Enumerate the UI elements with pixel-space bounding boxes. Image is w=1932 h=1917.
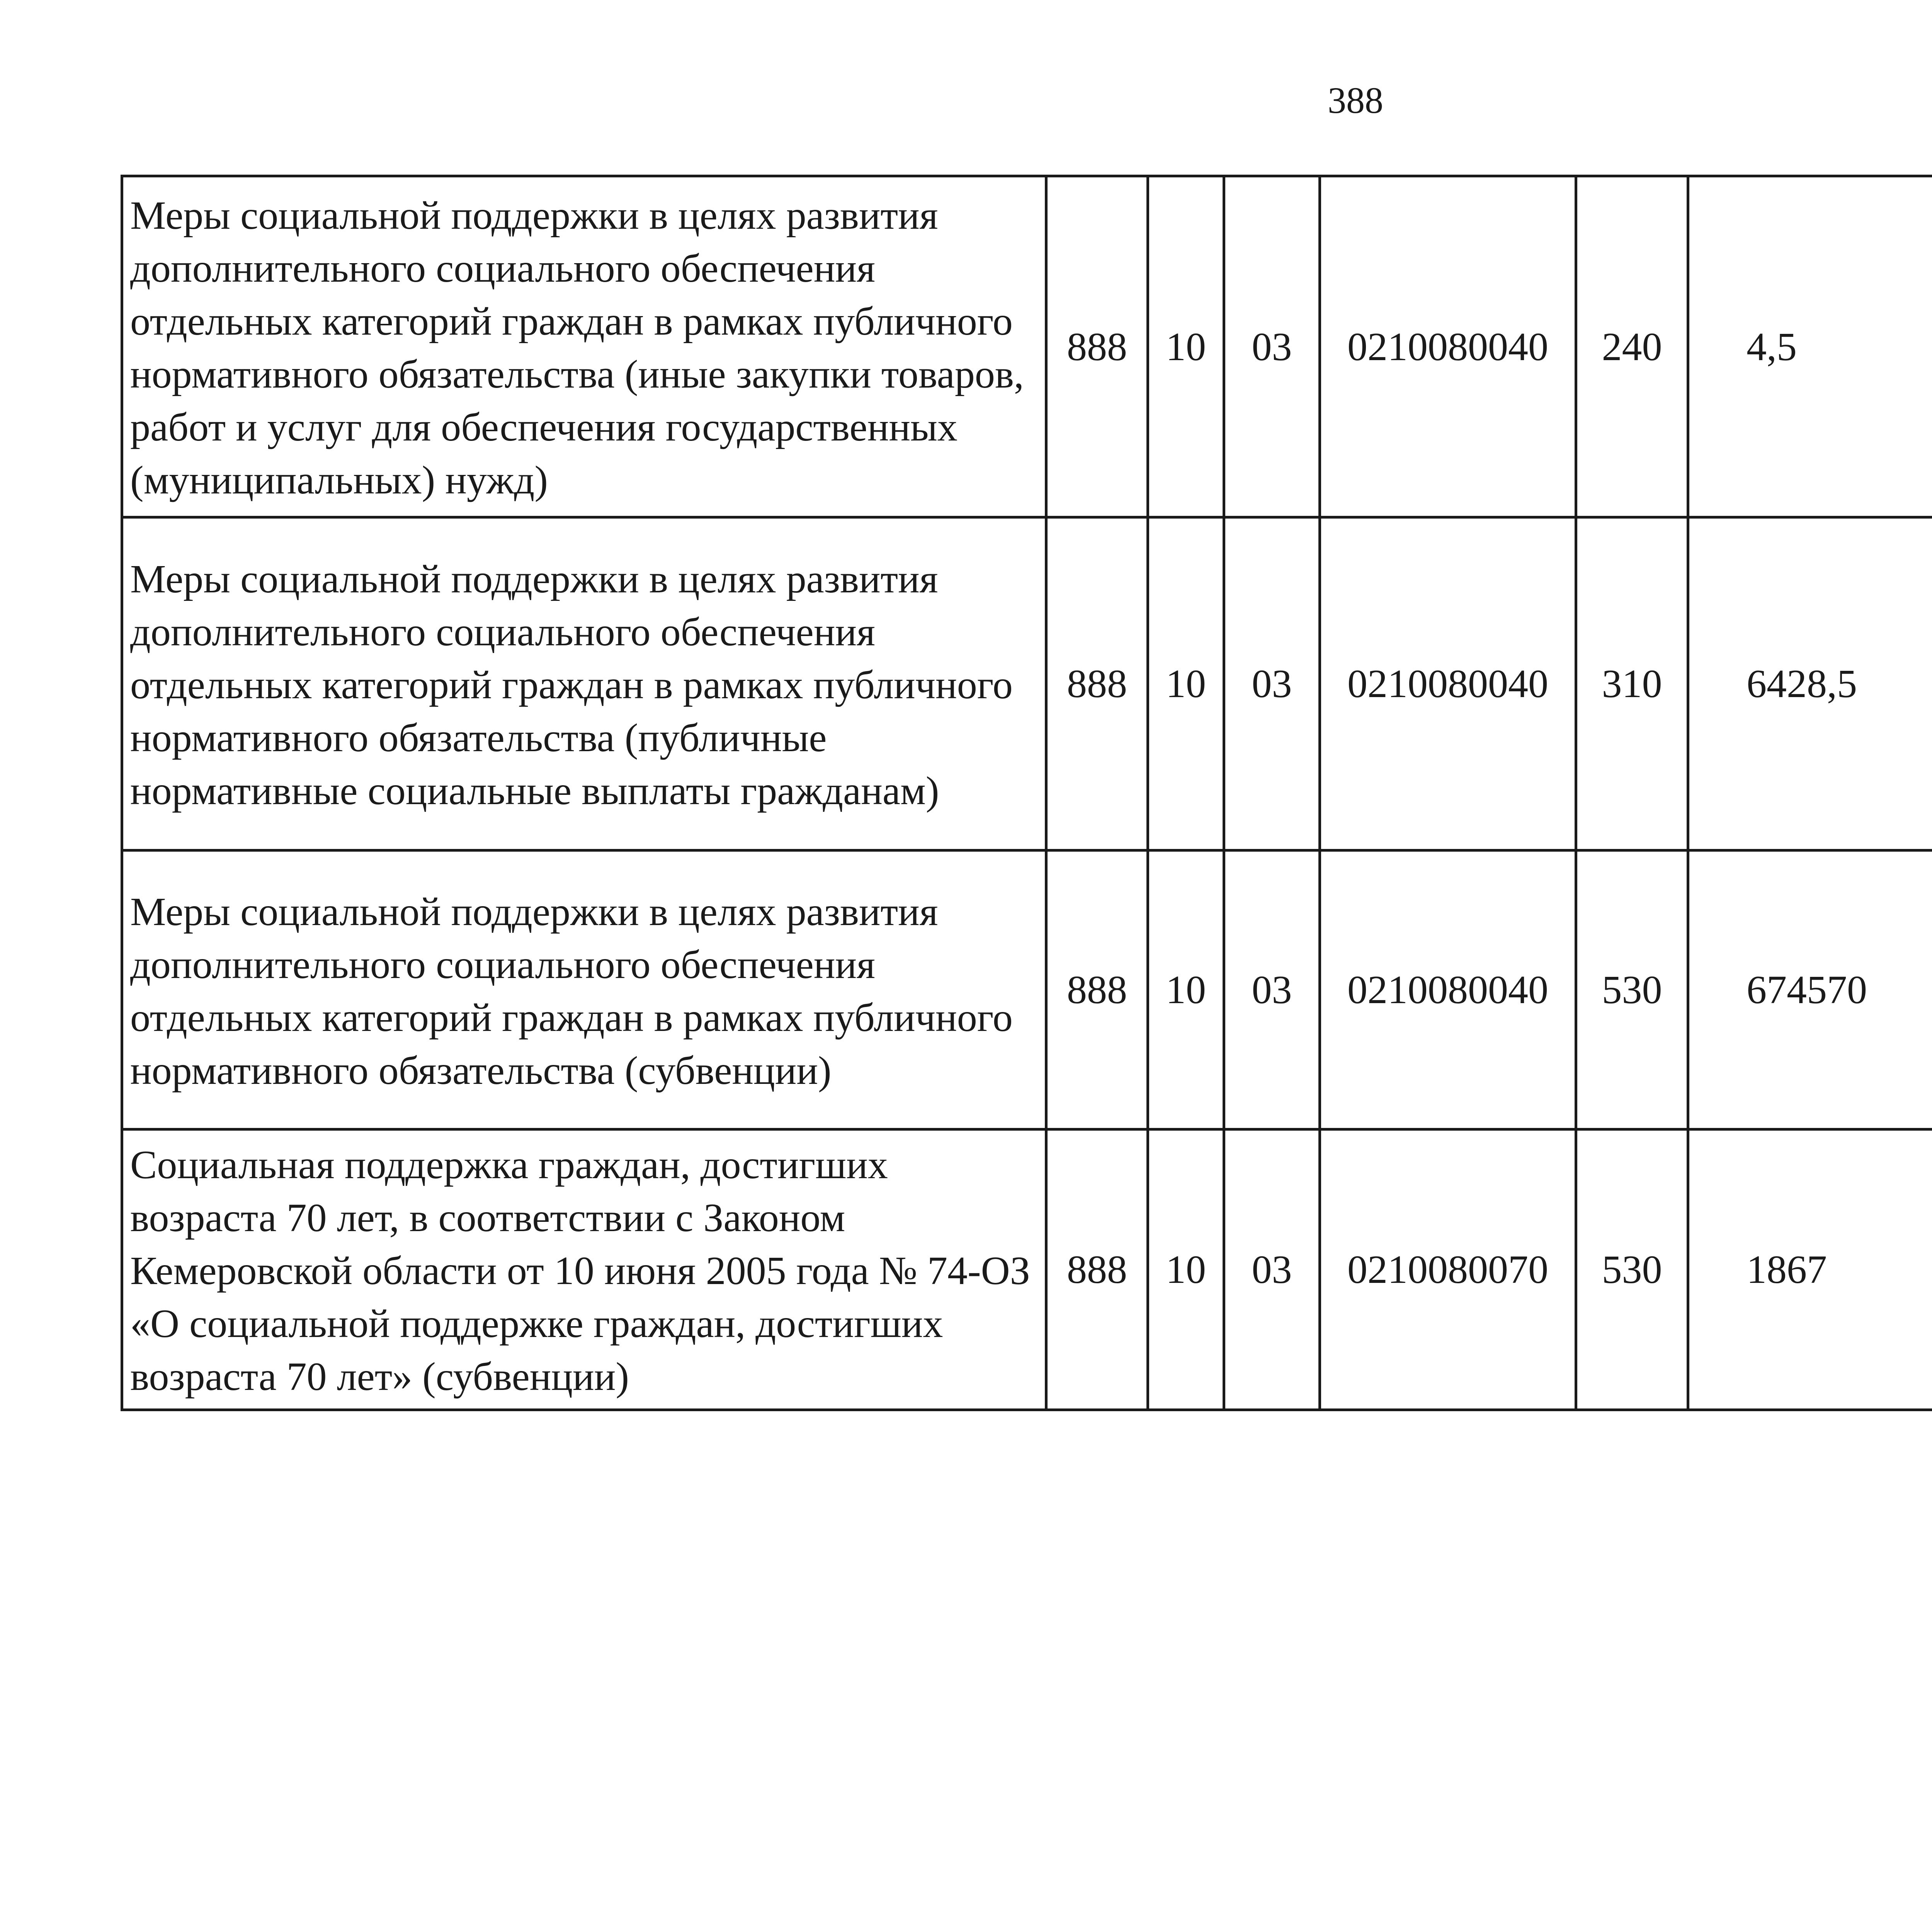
expense-type-code: 530	[1576, 850, 1688, 1129]
target-article-code: 0210080040	[1320, 850, 1576, 1129]
section-code: 10	[1148, 176, 1224, 517]
ministry-code: 888	[1046, 517, 1148, 850]
row-description: Меры социальной поддержки в целях развития дополнительного социального обеспечения отдельных категорий граждан в рамках публичного нормативного обязательства (субвенции)	[122, 850, 1046, 1129]
row-description: Меры социальной поддержки в целях развития дополнительного социального обеспечения отдельных категорий граждан в рамках публичного нормативного обязательства (публичные нормативные социальные выплаты гражданам)	[122, 517, 1046, 850]
expense-type-code: 240	[1576, 176, 1688, 517]
subsection-code: 03	[1224, 850, 1320, 1129]
amount-year-1: 674570	[1688, 850, 1932, 1129]
subsection-code: 03	[1224, 517, 1320, 850]
section-code: 10	[1148, 517, 1224, 850]
expense-type-code: 530	[1576, 1129, 1688, 1410]
target-article-code: 0210080070	[1320, 1129, 1576, 1410]
expense-type-code: 310	[1576, 517, 1688, 850]
amount-year-1: 6428,5	[1688, 517, 1932, 850]
budget-table	[121, 175, 1932, 1411]
subsection-code: 03	[1224, 176, 1320, 517]
target-article-code: 0210080040	[1320, 176, 1576, 517]
section-code: 10	[1148, 850, 1224, 1129]
row-description: Социальная поддержка граждан, достигших возраста 70 лет, в соответствии с Законом Кемеровской области от 10 июня 2005 года № 74-ОЗ «О социальной поддержке граждан, достигших возраста 70 лет» (субвенции)	[122, 1129, 1046, 1410]
amount-year-1: 4,5	[1688, 176, 1932, 517]
table-row	[122, 176, 1932, 517]
row-description: Меры социальной поддержки в целях развития дополнительного социального обеспечения отдельных категорий граждан в рамках публичного нормативного обязательства (иные закупки товаров, работ и услуг для обеспечения государственных (муниципальных) нужд)	[122, 176, 1046, 517]
amount-year-1: 1867	[1688, 1129, 1932, 1410]
subsection-code: 03	[1224, 1129, 1320, 1410]
table-row	[122, 517, 1932, 850]
ministry-code: 888	[1046, 176, 1148, 517]
target-article-code: 0210080040	[1320, 517, 1576, 850]
ministry-code: 888	[1046, 1129, 1148, 1410]
table-row	[122, 850, 1932, 1129]
page-number: 388	[1328, 80, 1383, 121]
ministry-code: 888	[1046, 850, 1148, 1129]
table-row	[122, 1129, 1932, 1410]
section-code: 10	[1148, 1129, 1224, 1410]
